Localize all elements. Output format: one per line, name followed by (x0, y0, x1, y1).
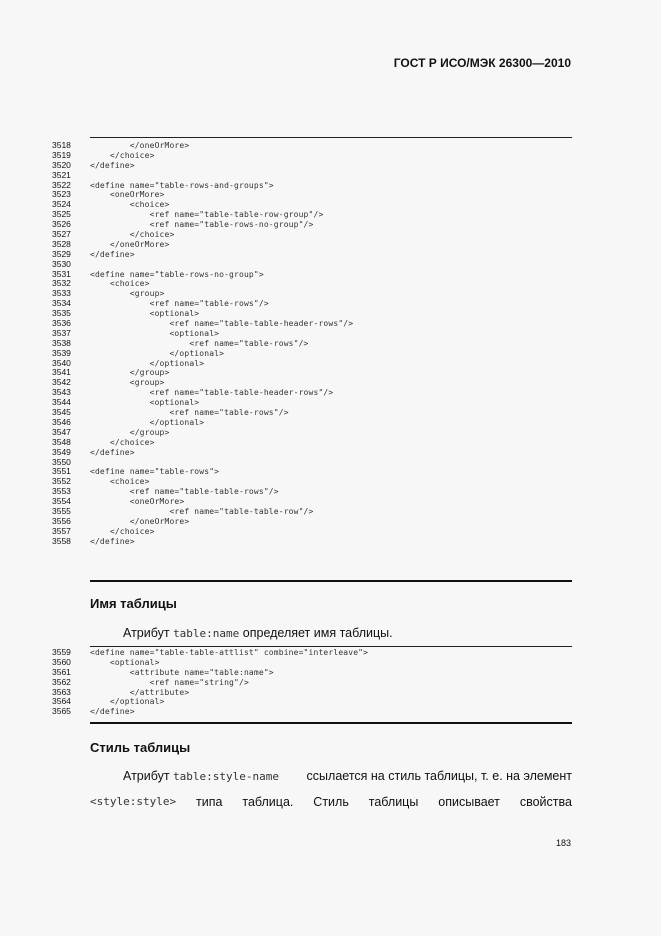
code-text: </define> (90, 447, 135, 457)
line-number: 3556 (52, 515, 71, 526)
line-number: 3563 (52, 686, 71, 697)
code-text: </choice> (90, 230, 175, 240)
code-line (52, 270, 572, 280)
code-text: </group> (90, 427, 170, 437)
code-block-2-top-rule (90, 646, 572, 647)
code-line (52, 428, 572, 438)
text-word: таблица. (242, 795, 294, 809)
text: определяет имя таблицы. (239, 626, 393, 640)
text: Атрибут table:style-name (123, 769, 280, 783)
code-line (52, 190, 572, 200)
line-number: 3561 (52, 666, 71, 677)
line-number: 3560 (52, 656, 71, 667)
code-text: <optional> (90, 328, 220, 338)
line-number: 3553 (52, 486, 71, 497)
text: Атрибут (123, 626, 174, 640)
code-line (52, 220, 572, 230)
line-number: 3537 (52, 327, 71, 338)
code-line (52, 418, 572, 428)
code-line (52, 487, 572, 497)
code-line (52, 467, 572, 477)
line-number: 3557 (52, 525, 71, 536)
code-text: </choice> (90, 437, 155, 447)
code-line (52, 181, 572, 191)
text-word: свойства (519, 795, 572, 809)
code-text: <group> (90, 378, 165, 388)
code-text: table:name (173, 627, 240, 640)
line-number: 3524 (52, 199, 71, 210)
code-text: <ref name="table-table-header-rows"/> (90, 319, 354, 329)
code-text: <choice> (90, 279, 150, 289)
code-text: <define name="table-rows"> (90, 467, 220, 477)
code-line (52, 477, 572, 487)
code-line (52, 378, 572, 388)
code-text: <group> (90, 289, 165, 299)
line-number: 3520 (52, 159, 71, 170)
line-number: 3550 (52, 456, 71, 467)
code-text: </define> (90, 160, 135, 170)
code-line (52, 319, 572, 329)
code-line (52, 668, 572, 678)
code-text: <ref name="table-table-row"/> (90, 506, 314, 516)
text-word: таблицы (368, 795, 419, 809)
code-block-bottom-rule (90, 580, 572, 582)
code-line (52, 707, 572, 717)
line-number: 3545 (52, 407, 71, 418)
text-word: Стиль (313, 795, 349, 809)
line-number: 3559 (52, 647, 71, 657)
code-text: <optional> (90, 309, 200, 319)
code-text: <define name="table-rows-no-group"> (90, 269, 264, 279)
line-number: 3564 (52, 696, 71, 707)
code-line (52, 359, 572, 369)
line-number: 3521 (52, 169, 71, 180)
code-line (52, 408, 572, 418)
code-line (52, 517, 572, 527)
code-line (52, 697, 572, 707)
code-block-2 (52, 648, 572, 717)
code-text: </optional> (90, 348, 225, 358)
line-number: 3531 (52, 268, 71, 279)
code-text: <optional> (90, 398, 200, 408)
code-text: <ref name="table-rows"/> (90, 299, 269, 309)
code-text: <choice> (90, 477, 150, 487)
code-line (52, 289, 572, 299)
line-number: 3519 (52, 149, 71, 160)
line-number: 3522 (52, 179, 71, 190)
line-number: 3540 (52, 357, 71, 368)
code-line (52, 230, 572, 240)
code-text: </optional> (90, 697, 165, 707)
code-block-2-bottom-rule (90, 722, 572, 724)
line-number: 3548 (52, 436, 71, 447)
code-line (52, 260, 572, 270)
code-line (52, 688, 572, 698)
code-text: <ref name="table-rows-no-group"/> (90, 220, 314, 230)
line-number: 3562 (52, 676, 71, 687)
code-text: </choice> (90, 150, 155, 160)
code-block-top-rule (90, 137, 572, 138)
code-line (52, 438, 572, 448)
line-number: 3535 (52, 308, 71, 319)
line-number: 3525 (52, 209, 71, 220)
line-number: 3536 (52, 318, 71, 329)
line-number: 3527 (52, 229, 71, 240)
code-line (52, 200, 572, 210)
line-number: 3551 (52, 466, 71, 477)
paragraph-table-name (123, 626, 572, 640)
code-line (52, 279, 572, 289)
code-line (52, 349, 572, 359)
line-number: 3555 (52, 505, 71, 516)
code-text: <define name="table-rows-and-groups"> (90, 180, 274, 190)
code-line (52, 151, 572, 161)
line-number: 3546 (52, 416, 71, 427)
code-text: <oneOrMore> (90, 190, 165, 200)
code-line (52, 368, 572, 378)
line-number: 3558 (52, 535, 71, 546)
code-line (52, 141, 572, 151)
line-number: 3529 (52, 248, 71, 259)
code-line (52, 161, 572, 171)
code-text: </optional> (90, 358, 205, 368)
code-text: <style:style> (90, 795, 177, 808)
text-word: описывает (438, 795, 500, 809)
line-number: 3532 (52, 278, 71, 289)
code-text: <optional> (90, 657, 160, 667)
code-text: <ref name="table-table-header-rows"/> (90, 388, 334, 398)
line-number: 3530 (52, 258, 71, 269)
code-text: <ref name="table-rows"/> (90, 408, 289, 418)
section-heading-table-name: Имя таблицы (90, 596, 177, 611)
page-header: ГОСТ Р ИСО/МЭК 26300—2010 (393, 56, 571, 70)
code-text: </define> (90, 536, 135, 546)
code-text: <choice> (90, 200, 170, 210)
code-line (52, 398, 572, 408)
code-text: </oneOrMore> (90, 141, 190, 150)
line-number: 3539 (52, 347, 71, 358)
line-number: 3547 (52, 426, 71, 437)
code-line (52, 507, 572, 517)
line-number: 3542 (52, 377, 71, 388)
code-text: <attribute name="table:name"> (90, 667, 274, 677)
line-number: 3549 (52, 446, 71, 457)
line-number: 3523 (52, 189, 71, 200)
line-number: 3528 (52, 238, 71, 249)
code-text: <ref name="table-rows"/> (90, 338, 309, 348)
code-line (52, 648, 572, 658)
code-line (52, 448, 572, 458)
code-text: </choice> (90, 526, 155, 536)
code-line (52, 171, 572, 181)
line-number: 3533 (52, 288, 71, 299)
code-text: </group> (90, 368, 170, 378)
page-number: 183 (555, 838, 571, 848)
code-line (52, 329, 572, 339)
line-number: 3538 (52, 337, 71, 348)
code-text: </oneOrMore> (90, 239, 170, 249)
code-line (52, 497, 572, 507)
code-text: <oneOrMore> (90, 497, 185, 507)
code-text: </optional> (90, 417, 205, 427)
line-number: 3554 (52, 496, 71, 507)
line-number: 3552 (52, 476, 71, 487)
code-text: <ref name="table-table-rows"/> (90, 487, 279, 497)
code-text: </oneOrMore> (90, 516, 190, 526)
code-block-1 (52, 141, 572, 547)
code-text: </define> (90, 249, 135, 259)
text-word: типа (196, 795, 223, 809)
code-line (52, 210, 572, 220)
code-line (52, 388, 572, 398)
code-text: table:style-name (173, 770, 280, 783)
code-line (52, 537, 572, 547)
code-line (52, 527, 572, 537)
line-number: 3534 (52, 298, 71, 309)
code-text: </attribute> (90, 687, 190, 697)
line-number: 3543 (52, 387, 71, 398)
code-line (52, 658, 572, 668)
code-line (52, 299, 572, 309)
code-line (52, 240, 572, 250)
code-text: <ref name="string"/> (90, 677, 249, 687)
line-number: 3518 (52, 140, 71, 150)
paragraph-table-style-line1 (123, 769, 572, 783)
paragraph-table-style-line2 (90, 795, 572, 809)
line-number: 3544 (52, 397, 71, 408)
line-number: 3541 (52, 367, 71, 378)
section-heading-table-style: Стиль таблицы (90, 740, 191, 755)
code-line (52, 458, 572, 468)
code-line (52, 250, 572, 260)
line-number: 3526 (52, 219, 71, 230)
code-text: <define name="table-table-attlist" combine="interleave"> (90, 648, 369, 657)
code-line (52, 309, 572, 319)
line-number: 3565 (52, 706, 71, 717)
code-text: </define> (90, 707, 135, 717)
code-line (52, 678, 572, 688)
text: ссылается на стиль таблицы, т. е. на элемент (303, 769, 572, 783)
code-text: <ref name="table-table-row-group"/> (90, 210, 324, 220)
code-line (52, 339, 572, 349)
